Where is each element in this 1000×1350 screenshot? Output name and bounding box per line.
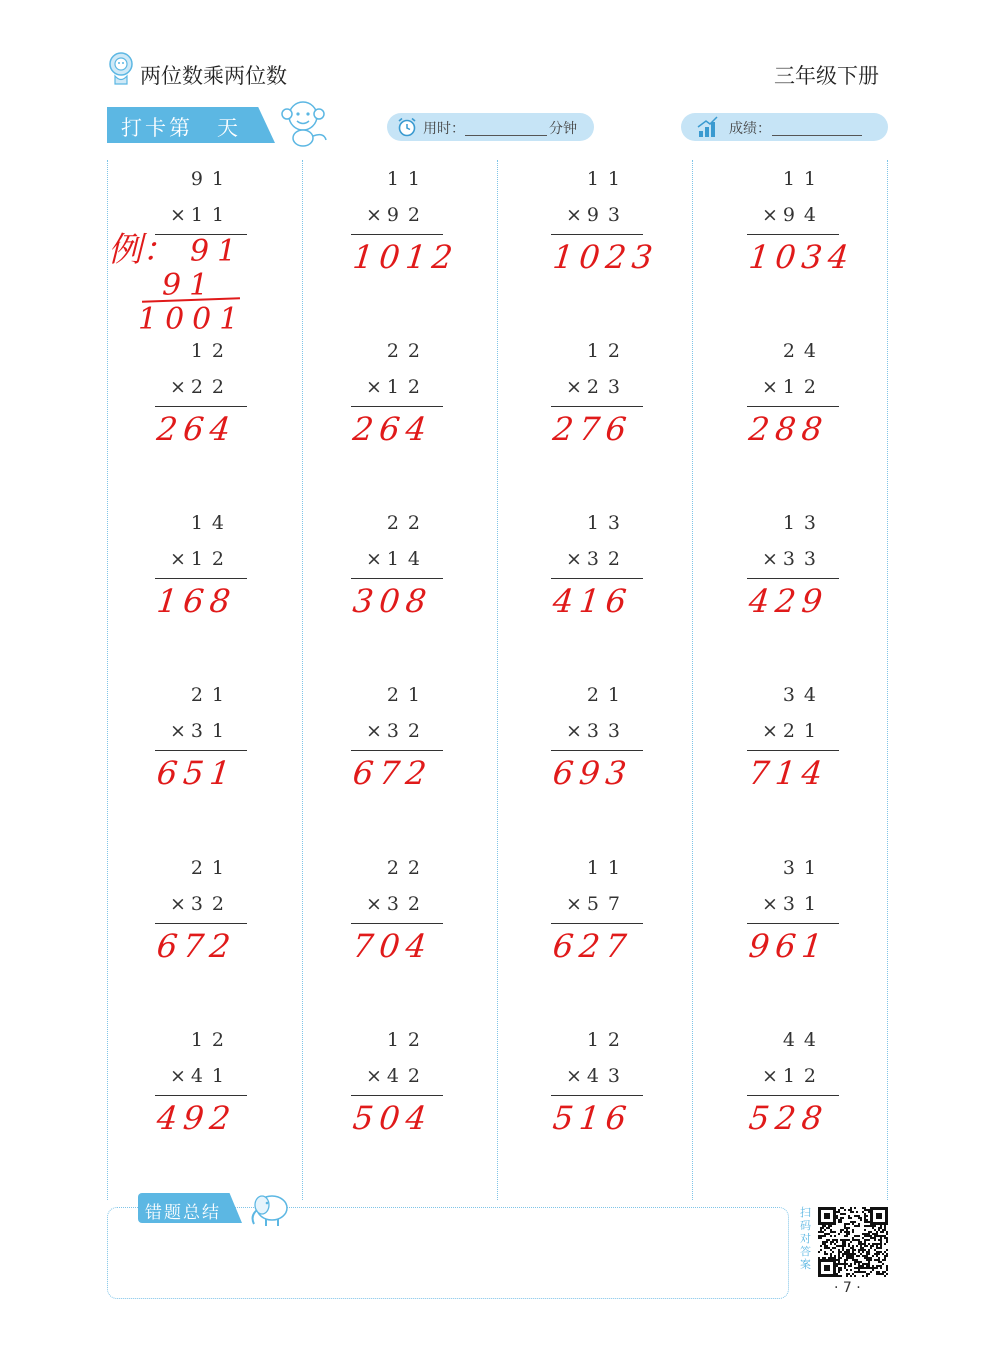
mistakes-label: 错题总结 [145,1203,221,1223]
answer-rule [551,923,643,924]
problem-18 [351,857,481,1017]
problem-3 [551,168,681,328]
handwritten-answer[interactable]: 961 [747,927,831,965]
multiplicand: 13 [586,512,629,534]
page-number: · 7 · [834,1280,861,1296]
multiplicand: 21 [190,684,233,706]
problem-17 [155,857,285,1017]
example-result: 1001 [138,302,247,337]
problem-16 [747,684,877,844]
problem-4 [747,168,877,328]
times-sign: × [762,720,778,742]
elephant-icon [246,1188,296,1228]
lion-icon [106,50,136,86]
times-sign: × [170,548,186,570]
handwritten-answer[interactable]: 516 [551,1099,635,1137]
score-label: 成绩： [729,121,771,137]
multiplier: 22 [190,376,233,398]
handwritten-answer[interactable]: 714 [747,754,831,792]
column-divider [302,160,303,1200]
answer-rule [351,750,443,751]
monkey-icon [276,96,330,148]
multiplicand: 11 [386,168,429,190]
answer-rule [747,923,839,924]
problem-7 [551,340,681,500]
problem-11 [551,512,681,672]
handwritten-answer[interactable]: 693 [551,754,635,792]
handwritten-answer[interactable]: 704 [351,927,435,965]
multiplicand: 22 [386,857,429,879]
time-label: 用时： [423,121,465,137]
multiplicand: 21 [386,684,429,706]
answer-rule [747,406,839,407]
problem-22 [351,1029,481,1189]
handwritten-answer[interactable]: 276 [551,410,635,448]
times-sign: × [566,720,582,742]
handwritten-answer[interactable]: 504 [351,1099,435,1137]
problem-19 [551,857,681,1017]
column-divider [887,160,888,1200]
answer-rule [747,578,839,579]
times-sign: × [566,204,582,226]
multiplier: 32 [586,548,629,570]
times-sign: × [366,376,382,398]
problem-14 [351,684,481,844]
multiplicand: 12 [190,340,233,362]
problem-13 [155,684,285,844]
multiplier: 31 [782,893,825,915]
grade-label: 三年级下册 [774,64,879,88]
answer-rule [155,750,247,751]
answer-rule [747,750,839,751]
score-blank[interactable] [772,134,862,136]
multiplier: 33 [782,548,825,570]
multiplier: 11 [190,204,233,226]
problem-10 [351,512,481,672]
answer-rule [155,923,247,924]
multiplicand: 12 [386,1029,429,1051]
answer-rule [551,578,643,579]
multiplier: 57 [586,893,629,915]
bar-chart-icon [696,115,720,139]
multiplier: 33 [586,720,629,742]
handwritten-answer[interactable]: 672 [155,927,239,965]
times-sign: × [170,1065,186,1087]
times-sign: × [762,893,778,915]
times-sign: × [566,893,582,915]
times-sign: × [366,204,382,226]
multiplier: 12 [782,1065,825,1087]
handwritten-answer[interactable]: 1023 [551,238,661,276]
multiplier: 93 [586,204,629,226]
times-sign: × [566,548,582,570]
multiplicand: 22 [386,512,429,534]
handwritten-answer[interactable]: 1034 [747,238,857,276]
times-sign: × [762,548,778,570]
multiplicand: 34 [782,684,825,706]
problem-21 [155,1029,285,1189]
page-title: 两位数乘两位数 [140,64,287,88]
multiplier: 92 [386,204,429,226]
handwritten-answer[interactable]: 416 [551,582,635,620]
multiplier: 42 [386,1065,429,1087]
times-sign: × [170,204,186,226]
multiplicand: 14 [190,512,233,534]
answer-rule [551,406,643,407]
answer-rule [747,234,839,235]
multiplicand: 13 [782,512,825,534]
multiplier: 12 [782,376,825,398]
qr-caption: 扫码对答案 [800,1206,811,1271]
answer-rule [351,1095,443,1096]
column-divider [692,160,693,1200]
handwritten-answer[interactable]: 651 [155,754,239,792]
multiplier: 21 [782,720,825,742]
multiplier: 14 [386,548,429,570]
times-sign: × [366,893,382,915]
handwritten-answer[interactable]: 1012 [351,238,461,276]
problem-5 [155,340,285,500]
answer-rule [351,578,443,579]
multiplicand: 91 [190,168,233,190]
handwritten-answer[interactable]: 168 [155,582,239,620]
times-sign: × [366,1065,382,1087]
problem-15 [551,684,681,844]
handwritten-answer[interactable]: 264 [351,410,435,448]
handwritten-answer[interactable]: 492 [155,1099,239,1137]
multiplier: 32 [386,720,429,742]
handwritten-answer[interactable]: 308 [351,582,435,620]
example-label: 例： [108,230,176,270]
times-sign: × [366,548,382,570]
handwritten-answer[interactable]: 672 [351,754,435,792]
multiplicand: 12 [586,1029,629,1051]
multiplicand: 44 [782,1029,825,1051]
example-partial-2: 91 [162,268,217,303]
handwritten-answer[interactable]: 288 [747,410,831,448]
answer-rule [551,234,643,235]
multiplier: 12 [386,376,429,398]
answer-rule [747,1095,839,1096]
multiplicand: 12 [190,1029,233,1051]
multiplicand: 31 [782,857,825,879]
answer-rule [155,1095,247,1096]
multiplicand: 21 [586,684,629,706]
answer-rule [551,750,643,751]
multiplier: 43 [586,1065,629,1087]
answer-rule [155,406,247,407]
multiplicand: 21 [190,857,233,879]
multiplier: 23 [586,376,629,398]
alarm-clock-icon [396,116,418,138]
answer-rule [351,234,443,235]
multiplicand: 12 [586,340,629,362]
times-sign: × [170,720,186,742]
multiplier: 32 [386,893,429,915]
multiplicand: 24 [782,340,825,362]
multiplicand: 11 [782,168,825,190]
multiplier: 41 [190,1065,233,1087]
column-divider [497,160,498,1200]
answer-rule [155,578,247,579]
multiplier: 31 [190,720,233,742]
multiplier: 94 [782,204,825,226]
times-sign: × [566,1065,582,1087]
answer-rule [551,1095,643,1096]
times-sign: × [366,720,382,742]
time-unit: 分钟 [549,121,577,137]
problem-24 [747,1029,877,1189]
problem-9 [155,512,285,672]
problem-12 [747,512,877,672]
problem-8 [747,340,877,500]
answer-rule [351,923,443,924]
times-sign: × [170,376,186,398]
multiplicand: 11 [586,857,629,879]
column-divider [107,160,108,1200]
qr-code-icon[interactable] [818,1207,888,1277]
time-blank[interactable] [465,134,547,136]
example-partial-1: 91 [190,234,245,269]
handwritten-answer[interactable]: 627 [551,927,635,965]
multiplicand: 11 [586,168,629,190]
multiplier: 12 [190,548,233,570]
multiplicand: 22 [386,340,429,362]
checkin-label: 打卡第 天 [121,116,241,140]
problem-23 [551,1029,681,1189]
problem-6 [351,340,481,500]
handwritten-answer[interactable]: 429 [747,582,831,620]
times-sign: × [762,376,778,398]
handwritten-answer[interactable]: 528 [747,1099,831,1137]
answer-rule [351,406,443,407]
multiplier: 32 [190,893,233,915]
times-sign: × [762,204,778,226]
times-sign: × [762,1065,778,1087]
handwritten-answer[interactable]: 264 [155,410,239,448]
times-sign: × [566,376,582,398]
problem-20 [747,857,877,1017]
problem-2 [351,168,481,328]
times-sign: × [170,893,186,915]
